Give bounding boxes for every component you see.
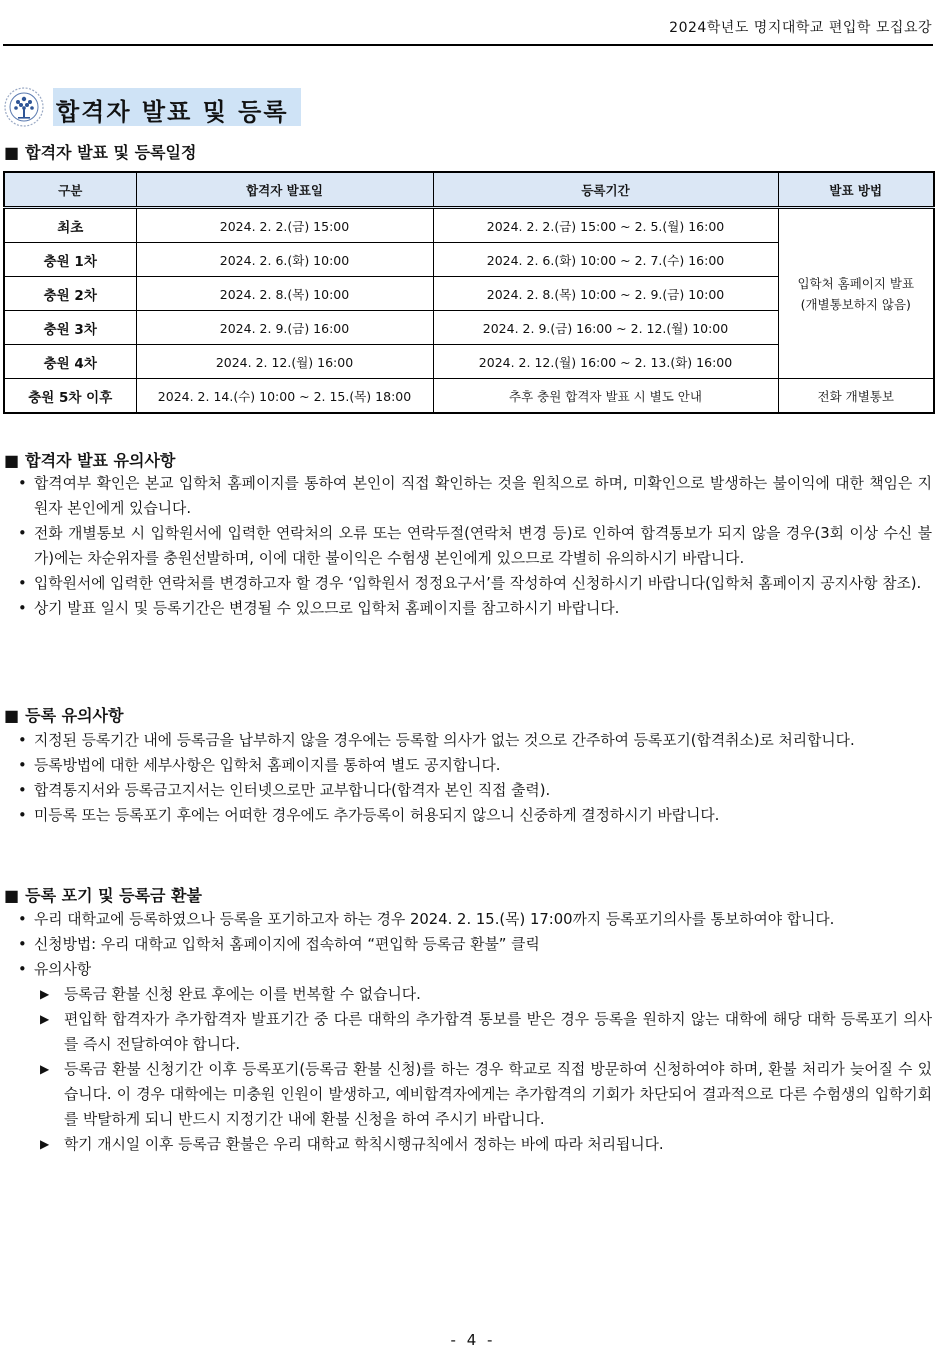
announce-notice-list (18, 471, 932, 621)
running-header: 2024학년도 명지대학교 편입학 모집요강 (669, 20, 932, 36)
list-item (18, 753, 932, 778)
row-label: 충원 3차 (4, 311, 136, 345)
square-bullet-icon: ■ (4, 886, 20, 905)
method-line-1: 입학처 홈페이지 발표 (797, 275, 915, 291)
announce-date: 2024. 2. 8.(목) 10:00 (136, 277, 433, 311)
bullet-icon: • (18, 575, 27, 592)
list-item (18, 907, 932, 932)
list-item (18, 932, 932, 957)
announce-date: 2024. 2. 6.(화) 10:00 (136, 243, 433, 277)
sub-list-item-text: 편입학 합격자가 추가합격자 발표기간 중 다른 대학의 추가합격 통보를 받은 경우 등록을 원하지 않는 대학에 해당 대학 등록포기 의사를 즉시 전달하여야 합니다. (64, 1011, 932, 1053)
sub-list-item (40, 982, 932, 1007)
sub-list-item (40, 1057, 932, 1132)
row-label: 충원 4차 (4, 345, 136, 379)
refund-heading-text: 등록 포기 및 등록금 환불 (25, 886, 202, 905)
list-item (18, 957, 932, 1157)
list-item (18, 596, 932, 621)
bullet-icon: • (18, 475, 27, 492)
column-header: 구분 (4, 172, 136, 208)
arrow-bullet-icon: ▶ (40, 1137, 50, 1151)
sub-list-item (40, 1007, 932, 1057)
announce-date: 2024. 2. 2.(금) 15:00 (136, 208, 433, 243)
sub-list-item (40, 1132, 932, 1157)
bullet-icon: • (18, 757, 27, 774)
bullet-icon: • (18, 936, 27, 953)
bullet-icon: • (18, 782, 27, 799)
list-item-text: 미등록 또는 등록포기 후에는 어떠한 경우에도 추가등록이 허용되지 않으니 신중하게 결정하시기 바랍니다. (34, 807, 720, 824)
register-period: 2024. 2. 6.(화) 10:00 ~ 2. 7.(수) 16:00 (433, 243, 778, 277)
sub-list-item-text: 등록금 환불 신청기간 이후 등록포기(등록금 환불 신청)를 하는 경우 학교로 직접 방문하여 신청하여야 하며, 환불 처리가 늦어질 수 있습니다. 이 경우 대학에는 미충원 인원이 발생하고, 예비합격자에게는 추가합격의 기회가 차단되어 결과적으로 다른 수험생의 입학기회를 박탈하게 되니 반드시 지정기간 내에 환불 신청을 하여 주시기 바랍니다. (64, 1061, 932, 1128)
register-period: 추후 충원 합격자 발표 시 별도 안내 (433, 379, 778, 414)
list-item-text: 합격통지서와 등록금고지서는 인터넷으로만 교부합니다(합격자 본인 직접 출력). (34, 782, 551, 799)
section-title: 합격자 발표 및 등록 (56, 97, 289, 126)
square-bullet-icon: ■ (4, 143, 20, 162)
list-item-text: 합격여부 확인은 본교 입학처 홈페이지를 통하여 본인이 직접 확인하는 것을 원칙으로 하며, 미확인으로 발생하는 불이익에 대한 책임은 지원자 본인에게 있습니다. (34, 475, 932, 517)
square-bullet-icon: ■ (4, 706, 20, 725)
row-label: 최초 (4, 208, 136, 243)
arrow-bullet-icon: ▶ (40, 987, 50, 1001)
list-item (18, 571, 932, 596)
refund-sub-list (34, 982, 932, 1157)
bullet-icon: • (18, 807, 27, 824)
announce-date: 2024. 2. 14.(수) 10:00 ~ 2. 15.(목) 18:00 (136, 379, 433, 414)
register-notice-heading-text: 등록 유의사항 (25, 706, 124, 725)
register-notice-heading (4, 703, 123, 726)
section-title-highlight (53, 88, 301, 126)
row-label: 충원 5차 이후 (4, 379, 136, 414)
list-item-text: 등록방법에 대한 세부사항은 입학처 홈페이지를 통하여 별도 공지합니다. (34, 757, 501, 774)
column-header: 발표 방법 (778, 172, 934, 208)
column-header: 등록기간 (433, 172, 778, 208)
list-item (18, 778, 932, 803)
list-item-text: 전화 개별통보 시 입학원서에 입력한 연락처의 오류 또는 연락두절(연락처 변경 등)로 인하여 합격통보가 되지 않을 경우(3회 이상 수신 불가)에는 차순위자를 충원선발하며, 이에 대한 불이익은 수험생 본인에게 있으므로 각별히 유의하시기 바랍니다. (34, 525, 932, 567)
schedule-heading (4, 140, 196, 163)
sub-list-item-text: 학기 개시일 이후 등록금 환불은 우리 대학교 학칙시행규칙에서 정하는 바에 따라 처리됩니다. (64, 1136, 664, 1153)
row-label: 충원 1차 (4, 243, 136, 277)
register-period: 2024. 2. 2.(금) 15:00 ~ 2. 5.(월) 16:00 (433, 208, 778, 243)
bullet-icon: • (18, 911, 27, 928)
method-line-2: (개별통보하지 않음) (800, 296, 911, 312)
schedule-table (3, 171, 935, 414)
refund-list (18, 907, 932, 1157)
list-item-text: 상기 발표 일시 및 등록기간은 변경될 수 있으므로 입학처 홈페이지를 참고하시기 바랍니다. (34, 600, 620, 617)
schedule-heading-text: 합격자 발표 및 등록일정 (25, 143, 197, 162)
announce-notice-heading-text: 합격자 발표 유의사항 (25, 451, 176, 470)
register-notice-list (18, 728, 932, 828)
announce-method: 전화 개별통보 (778, 379, 934, 414)
column-header: 합격자 발표일 (136, 172, 433, 208)
register-period: 2024. 2. 8.(목) 10:00 ~ 2. 9.(금) 10:00 (433, 277, 778, 311)
table-row (4, 208, 934, 243)
list-item (18, 521, 932, 571)
announce-method (778, 208, 934, 379)
announce-date: 2024. 2. 12.(월) 16:00 (136, 345, 433, 379)
arrow-bullet-icon: ▶ (40, 1012, 50, 1026)
sub-list-item-text: 등록금 환불 신청 완료 후에는 이를 번복할 수 없습니다. (64, 986, 421, 1003)
arrow-bullet-icon: ▶ (40, 1062, 50, 1076)
list-item-text: 입학원서에 입력한 연락처를 변경하고자 할 경우 ‘입학원서 정정요구서’를 작성하여 신청하시기 바랍니다(입학처 홈페이지 공지사항 참조). (34, 575, 922, 592)
list-item (18, 803, 932, 828)
square-bullet-icon: ■ (4, 451, 20, 470)
table-row (4, 379, 934, 414)
bullet-icon: • (18, 961, 27, 978)
list-item-text: 우리 대학교에 등록하였으나 등록을 포기하고자 하는 경우 2024. 2. 15.(목) 17:00까지 등록포기의사를 통보하여야 합니다. (34, 911, 835, 928)
announce-date: 2024. 2. 9.(금) 16:00 (136, 311, 433, 345)
refund-heading (4, 883, 202, 906)
university-emblem-icon (3, 86, 45, 128)
page-number: - 4 - (450, 1331, 496, 1349)
table-header-row (4, 172, 934, 208)
bullet-icon: • (18, 732, 27, 749)
list-item (18, 728, 932, 753)
list-item (18, 471, 932, 521)
header-rule (3, 44, 933, 46)
register-period: 2024. 2. 12.(월) 16:00 ~ 2. 13.(화) 16:00 (433, 345, 778, 379)
list-item-text: 유의사항 (34, 961, 92, 978)
list-item-text: 신청방법: 우리 대학교 입학처 홈페이지에 접속하여 “편입학 등록금 환불” 클릭 (34, 936, 540, 953)
register-period: 2024. 2. 9.(금) 16:00 ~ 2. 12.(월) 10:00 (433, 311, 778, 345)
row-label: 충원 2차 (4, 277, 136, 311)
bullet-icon: • (18, 600, 27, 617)
announce-notice-heading (4, 448, 175, 471)
list-item-text: 지정된 등록기간 내에 등록금을 납부하지 않을 경우에는 등록할 의사가 없는 것으로 간주하여 등록포기(합격취소)로 처리합니다. (34, 732, 855, 749)
bullet-icon: • (18, 525, 27, 542)
